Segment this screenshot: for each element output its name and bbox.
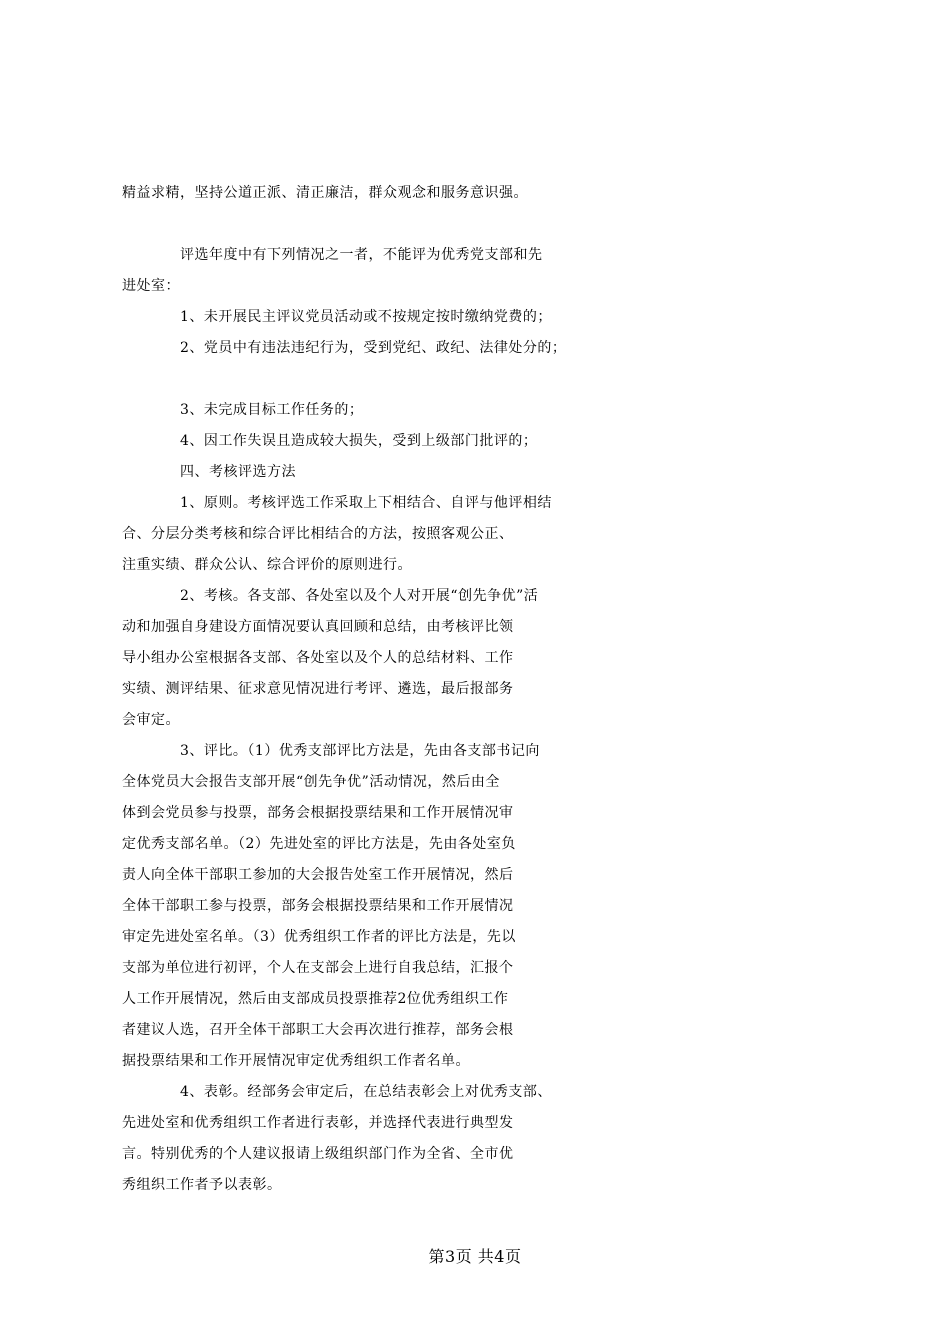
text-line: 3、评比。（1）优秀支部评比方法是，先由各支部书记向 xyxy=(180,743,540,759)
text-line: 责人向全体干部职工参加的大会报告处室工作开展情况，然后 xyxy=(122,867,514,883)
text-line: 4、表彰。经部务会审定后，在总结表彰会上对优秀支部、 xyxy=(180,1084,552,1100)
text-line: 体到会党员参与投票，部务会根据投票结果和工作开展情况审 xyxy=(122,805,514,821)
text-line: 者建议人选，召开全体干部职工大会再次进行推荐，部务会根 xyxy=(122,1022,514,1038)
text-line: 1、原则。考核评选工作采取上下相结合、自评与他评相结 xyxy=(180,495,552,511)
text-line: 1、未开展民主评议党员活动或不按规定按时缴纳党费的； xyxy=(180,309,552,325)
text-line: 秀组织工作者予以表彰。 xyxy=(122,1177,282,1193)
text-line: 进处室： xyxy=(122,278,180,294)
section-heading: 四、考核评选方法 xyxy=(180,464,296,480)
text-line: 导小组办公室根据各支部、各处室以及个人的总结材料、工作 xyxy=(122,650,514,666)
text-line: 人工作开展情况，然后由支部成员投票推荐2位优秀组织工作 xyxy=(122,991,509,1007)
text-line: 3、未完成目标工作任务的； xyxy=(180,402,364,418)
text-line: 注重实绩、群众公认、综合评价的原则进行。 xyxy=(122,557,412,573)
text-line: 2、考核。各支部、各处室以及个人对开展“创先争优”活 xyxy=(180,588,539,604)
text-line: 2、党员中有违法违纪行为，受到党纪、政纪、法律处分的； xyxy=(180,340,567,356)
text-line: 动和加强自身建设方面情况要认真回顾和总结，由考核评比领 xyxy=(122,619,514,635)
page-footer: 第3页 共4页 xyxy=(428,1247,522,1266)
text-line: 支部为单位进行初评，个人在支部会上进行自我总结，汇报个 xyxy=(122,960,514,976)
text-line: 全体党员大会报告支部开展“创先争优”活动情况，然后由全 xyxy=(122,774,500,790)
text-line: 会审定。 xyxy=(122,712,180,728)
text-line: 合、分层分类考核和综合评比相结合的方法，按照客观公正、 xyxy=(122,526,514,542)
text-line: 实绩、测评结果、征求意见情况进行考评、遴选，最后报部务 xyxy=(122,681,514,697)
text-line: 审定先进处室名单。（3）优秀组织工作者的评比方法是，先以 xyxy=(122,929,516,945)
text-line: 言。特别优秀的个人建议报请上级组织部门作为全省、全市优 xyxy=(122,1146,514,1162)
text-line: 4、因工作失误且造成较大损失，受到上级部门批评的； xyxy=(180,433,538,449)
text-line: 精益求精，坚持公道正派、清正廉洁，群众观念和服务意识强。 xyxy=(122,185,528,201)
text-line: 先进处室和优秀组织工作者进行表彰，并选择代表进行典型发 xyxy=(122,1115,514,1131)
text-line: 全体干部职工参与投票，部务会根据投票结果和工作开展情况 xyxy=(122,898,514,914)
text-line: 评选年度中有下列情况之一者，不能评为优秀党支部和先 xyxy=(180,247,543,263)
text-line: 据投票结果和工作开展情况审定优秀组织工作者名单。 xyxy=(122,1053,470,1069)
text-line: 定优秀支部名单。（2）先进处室的评比方法是，先由各处室负 xyxy=(122,836,516,852)
